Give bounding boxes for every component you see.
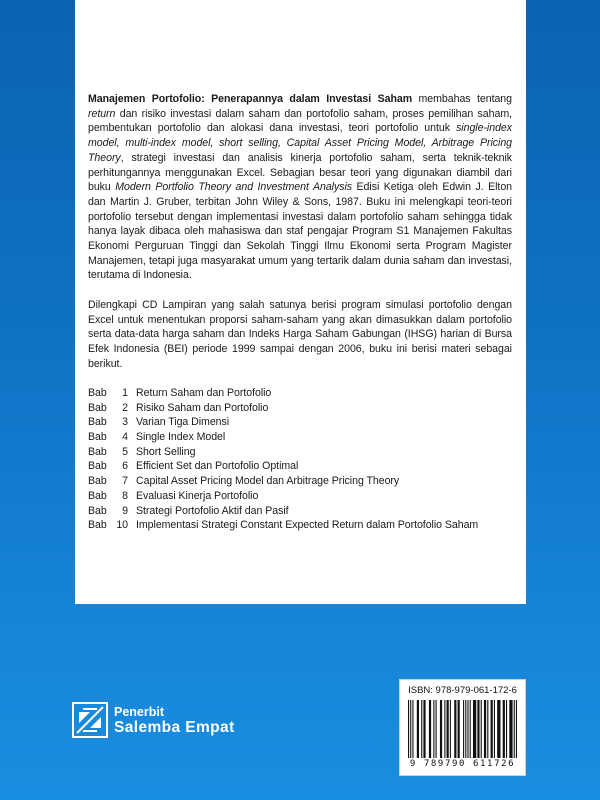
chapter-bab-label: Bab — [88, 445, 107, 458]
chapter-item — [88, 445, 512, 460]
chapter-bab-label: Bab — [88, 504, 107, 517]
chapter-bab-label: Bab — [88, 401, 107, 414]
barcode-bar — [410, 700, 411, 758]
isbn-text: ISBN: 978-979-061-172-6 — [408, 685, 517, 696]
barcode-bar — [506, 700, 507, 758]
barcode-bar — [487, 700, 488, 758]
chapter-number: 6 — [122, 460, 128, 473]
chapter-number: 5 — [122, 445, 128, 458]
chapter-bab-label: Bab — [88, 387, 107, 400]
chapter-item — [88, 401, 512, 416]
chapter-number: 4 — [122, 431, 128, 444]
description-text — [88, 92, 512, 533]
barcode-bar — [450, 700, 451, 758]
description-paragraph-2: Dilengkapi CD Lampiran yang salah satunya berisi program simulasi portofolio dengan Excel untuk menentukan proporsi saham-saham yang akan dimasukkan dalam portofolio serta data-data harga saham dan Indeks Harga Saham Gabungan (IHSG) harian di Bursa Efek Indonesia (BEI) periode 1999 sampai dengan 2006, buku ini berisi materi sebagai berikut. — [88, 298, 512, 370]
barcode-bar — [484, 700, 486, 758]
barcode-bar — [463, 700, 464, 758]
chapter-title: Risiko Saham dan Portofolio — [136, 401, 269, 414]
barcode-bar — [408, 700, 409, 758]
barcode-bar — [491, 700, 493, 758]
chapter-bab-label: Bab — [88, 431, 107, 444]
barcode-bar — [494, 700, 495, 758]
barcode-bar — [516, 700, 517, 758]
chapter-number: 8 — [122, 489, 128, 502]
description-run: dan risiko investasi dalam saham dan portofolio saham, proses pemilihan saham, pembentukan portofolio dan alokasi dana investasi, teori portofolio untuk — [88, 107, 512, 135]
description-paragraph-1 — [88, 92, 512, 283]
barcode-bar — [465, 700, 466, 758]
chapter-title: Evaluasi Kinerja Portofolio — [136, 489, 259, 502]
barcode-digits: 9 789790 611726 — [409, 759, 516, 769]
description-run: Edisi Ketiga oleh Edwin J. Elton dan Martin J. Gruber, terbitan John Wiley & Sons, 1987. Buku ini melengkapi teori-teori portofolio tersebut dengan implementasi investasi dalam portofolio saham sehingga tidak hanya layak dibaca oleh mahasiswa dan staf pengajar Program S1 Manajemen Fakultas Ekonomi Perguruan Tinggi dan Sekolah Tinggi Ilmu Ekonomi serta Program Magister Manajemen, tetapi juga masyarakat umum yang tertarik dalam dunia saham dan investasi, terutama di Indonesia. — [88, 181, 512, 282]
chapter-bab-label: Bab — [88, 519, 107, 532]
description-run: membahas tentang — [412, 93, 512, 105]
chapter-bab-label: Bab — [88, 489, 107, 502]
chapter-title: Short Selling — [136, 445, 196, 458]
chapter-item — [88, 430, 512, 445]
barcode-bar — [458, 700, 460, 758]
chapter-item — [88, 386, 512, 401]
chapter-number: 10 — [116, 519, 128, 532]
barcode-bar — [440, 700, 442, 758]
chapter-title: Return Saham dan Portofolio — [136, 387, 272, 400]
chapter-item — [88, 459, 512, 474]
barcode-bar — [497, 700, 500, 758]
barcode-bar — [412, 700, 413, 758]
publisher-logo — [72, 700, 235, 740]
barcode-bar — [514, 700, 515, 758]
barcode-bar — [423, 700, 425, 758]
chapter-bab-label: Bab — [88, 475, 107, 488]
chapter-title: Capital Asset Pricing Model dan Arbitrage Pricing Theory — [136, 475, 400, 488]
barcode-bar — [447, 700, 449, 758]
description-run: Manajemen Portofolio: Penerapannya dalam Investasi Saham — [88, 93, 413, 105]
chapter-item — [88, 504, 512, 519]
chapter-number: 1 — [122, 387, 128, 400]
barcode-bar — [454, 700, 456, 758]
publisher-name-block — [114, 705, 235, 735]
barcode-bar — [503, 700, 505, 758]
chapter-bab-label: Bab — [88, 416, 107, 429]
chapter-item — [88, 489, 512, 504]
barcode-bar — [417, 700, 419, 758]
chapter-item — [88, 474, 512, 489]
barcode-bar — [433, 700, 434, 758]
publisher-name: Salemba Empat — [114, 719, 235, 736]
barcode-bar — [509, 700, 512, 758]
barcode-bar — [436, 700, 437, 758]
barcode-bar — [467, 700, 468, 758]
barcode-bars — [408, 700, 517, 758]
chapter-number: 3 — [122, 416, 128, 429]
barcode-bar — [470, 700, 471, 758]
isbn-barcode — [399, 679, 526, 776]
chapter-number: 9 — [122, 504, 128, 517]
chapter-number: 2 — [122, 401, 128, 414]
chapter-bab-label: Bab — [88, 460, 107, 473]
salemba-empat-logo-icon — [72, 702, 108, 738]
chapter-title: Implementasi Strategi Constant Expected Return dalam Portofolio Saham — [136, 519, 479, 532]
barcode-bar — [444, 700, 445, 758]
barcode-bar — [421, 700, 422, 758]
chapter-number: 7 — [122, 475, 128, 488]
publisher-label: Penerbit — [114, 705, 165, 719]
chapter-title: Single Index Model — [136, 431, 226, 444]
chapter-item — [88, 518, 512, 533]
barcode-bar — [477, 700, 479, 758]
description-run: Modern Portfolio Theory and Investment Analysis — [115, 181, 353, 194]
barcode-bar — [481, 700, 482, 758]
barcode-bar — [429, 700, 431, 758]
barcode-bar — [473, 700, 476, 758]
chapter-title: Strategi Portofolio Aktif dan Pasif — [136, 504, 289, 517]
description-run: single-index model, multi-index model, short selling, Capital Asset Pricing Model, Arbitrage Pricing Theory — [88, 122, 512, 164]
chapter-list — [88, 386, 512, 533]
chapter-item — [88, 415, 512, 430]
chapter-title: Efficient Set dan Portofolio Optimal — [136, 460, 299, 473]
description-run: , strategi investasi dan analisis kinerja portofolio saham, serta teknik-teknik perhitungannya menggunakan Excel. Sebagian besar teori yang digunakan diambil dari buku — [88, 151, 512, 194]
description-run: return — [88, 107, 116, 120]
chapter-title: Varian Tiga Dimensi — [136, 416, 230, 429]
